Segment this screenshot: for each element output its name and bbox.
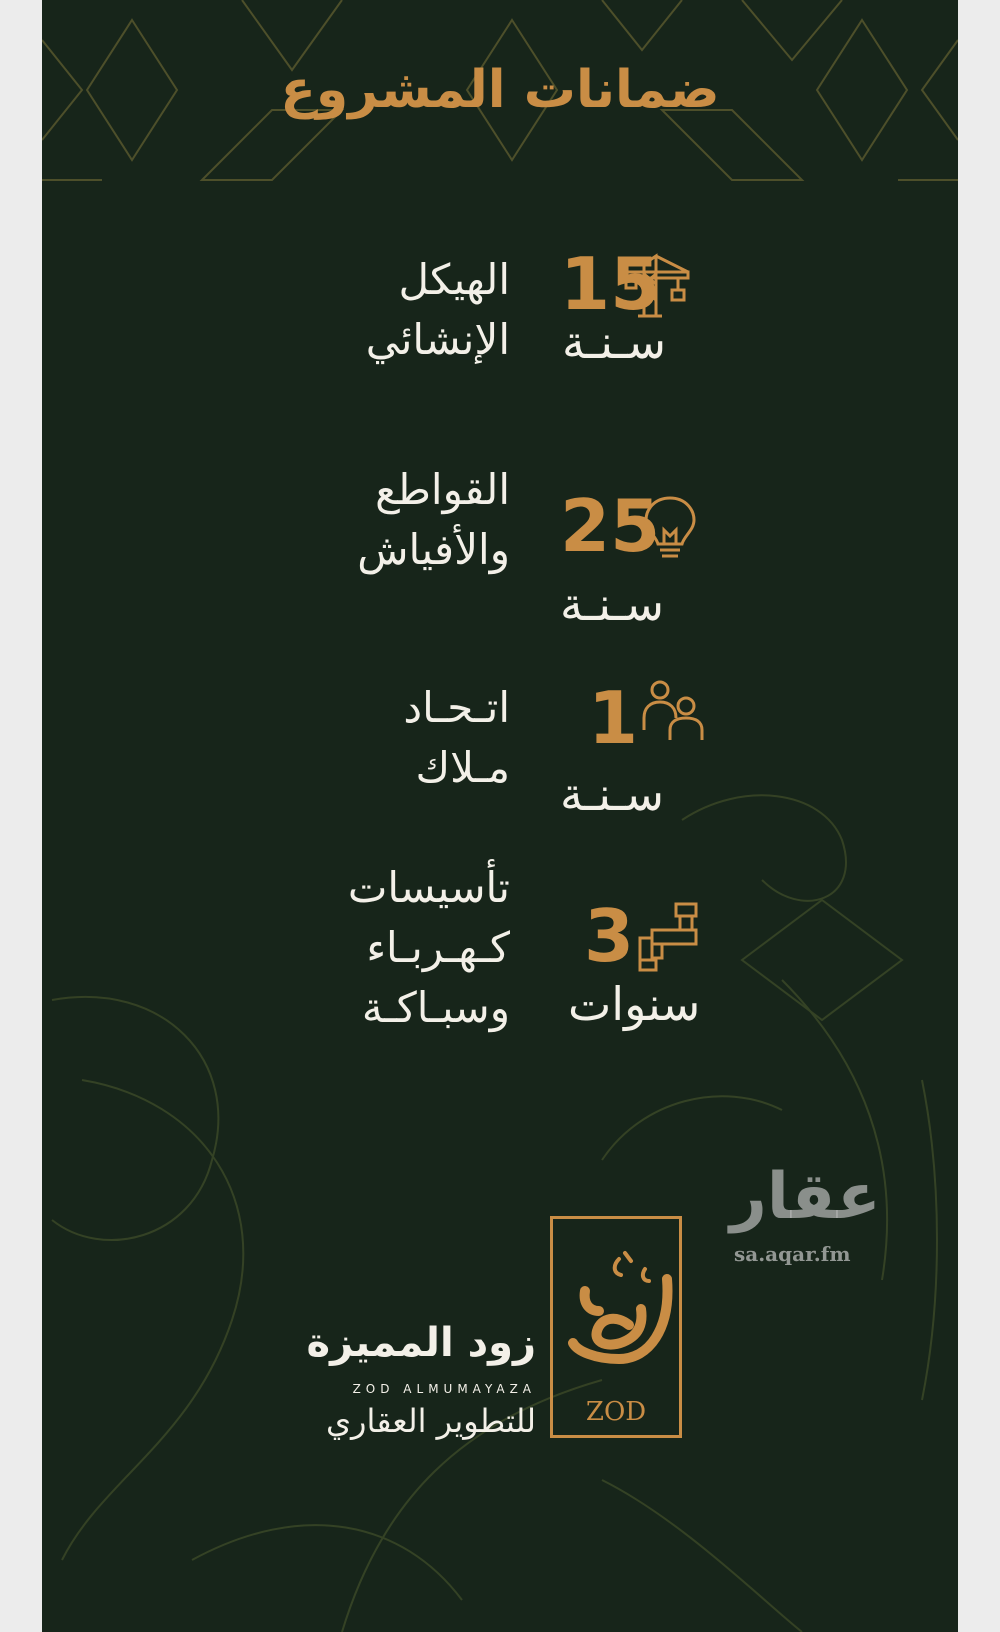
brand-subtitle: للتطوير العقاري [325, 1402, 536, 1440]
guarantee-label: اتـحـاد مـلاك [403, 683, 510, 792]
guarantee-label: الهيكل الإنشائي [365, 255, 510, 364]
guarantee-years: 25 [560, 484, 661, 568]
guarantee-label: تأسيسات كـهـربـاء وسبـاكـة [347, 863, 510, 1032]
poster [42, 0, 958, 1632]
guarantee-years: 3 [584, 894, 635, 978]
watermark-url: sa.aqar.fm [734, 1242, 851, 1266]
guarantee-years: 1 [588, 676, 639, 760]
brand-logo-mark [559, 1239, 679, 1389]
guarantee-label: القواطع والأفياش [357, 465, 510, 574]
brand-logo-text: ZOD [585, 1397, 647, 1427]
watermark-logo: عقار [730, 1160, 881, 1234]
guarantee-unit: سـنـة [560, 767, 665, 821]
page-title: ضمانات المشروع [280, 60, 720, 120]
guarantee-unit: سـنـة [560, 577, 665, 631]
people-icon [640, 678, 706, 744]
crane-icon [622, 250, 692, 320]
guarantee-years: 15 [560, 242, 661, 326]
brand-name: زود المميزة [306, 1320, 536, 1366]
brand-name-latin: ZOD ALMUMAYAZA [352, 1382, 536, 1396]
brand-logo [550, 1216, 682, 1438]
guarantee-unit: سنوات [568, 977, 701, 1031]
lightbulb-icon [642, 494, 698, 560]
pipes-icon [638, 902, 700, 972]
guarantee-unit: سـنـة [562, 315, 667, 369]
